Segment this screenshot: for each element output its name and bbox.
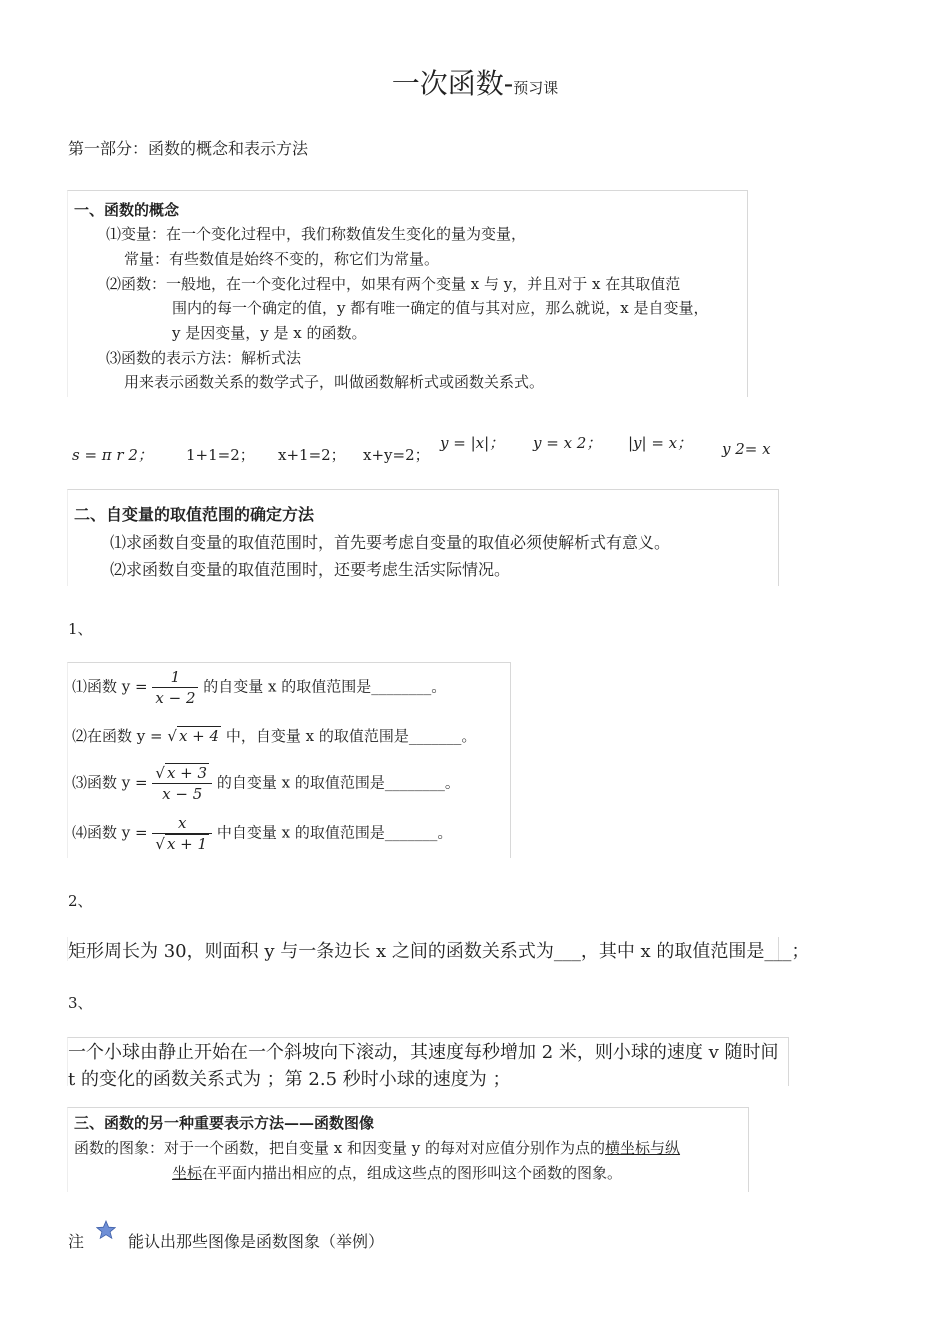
q1b-prefix: ⑵在函数 y = [72,727,163,745]
formula-8: y 2= x [722,440,771,458]
q1d-fraction [152,813,212,854]
question-1c [72,763,460,804]
q1c-prefix: ⑶函数 y = [72,773,148,792]
graph-line-1-underlined: 横坐标与纵 [605,1139,681,1157]
part-heading: 第一部分：函数的概念和表示方法 [68,139,309,158]
graph-heading: 三、函数的另一种重要表示方法——函数图像 [74,1114,375,1132]
q1d-denominator: √ x + 1 [155,835,208,853]
concept-box [67,190,748,397]
q1d-radicand: x + 1 [166,835,208,853]
formula-1: s = π r 2； [72,446,153,464]
q1c-denominator: x − 5 [162,785,203,803]
title-sub: 预习课 [513,79,559,97]
q1d-suffix: 中自变量 x 的取值范围是_______。 [216,823,453,842]
q1a-fraction [152,667,198,708]
page-title [0,62,950,102]
question-3-box [67,1037,789,1090]
question-3-line-1: 一个小球由静止开始在一个斜坡向下滚动，其速度每秒增加 2 米，则小球的速度 v 随时间 [68,1042,779,1063]
q1c-numerator: √ x + 3 [152,763,212,784]
title-main: 一次函数- [391,67,514,100]
q1a-suffix: 的自变量 x 的取值范围是________。 [203,677,447,696]
question-2-number: 2、 [68,892,93,910]
q1b-radicand: x + 4 [178,727,220,745]
graph-line-2-underlined: 坐标 [172,1164,203,1182]
question-2-text: 矩形周长为 30，则面积 y 与一条边长 x 之间的函数关系式为___，其中 x 的取值范围是___； [68,941,810,962]
question-1-number: 1、 [68,620,93,638]
note-label: 注 [68,1232,85,1251]
formula-4: x+y=2； [363,446,430,464]
question-1-box [67,662,511,858]
q1a-numerator: 1 [152,667,198,688]
question-3-number: 3、 [68,994,93,1012]
concept-line-2: 常量：有些数值是始终不变的，称它们为常量。 [124,250,440,268]
question-1a [72,667,446,708]
q1b-sqrt: √ x + 4 [167,727,220,745]
q1d-numerator: x [152,813,212,834]
concept-line-4: 围内的每一个确定的值，y 都有唯一确定的值与其对应，那么就说，x 是自变量， [172,299,709,317]
domain-heading: 二、自变量的取值范围的确定方法 [74,505,315,524]
concept-heading: 一、函数的概念 [74,201,180,219]
concept-line-7: 用来表示函数关系的数学式子，叫做函数解析式或函数关系式。 [124,373,545,391]
graph-line-2 [172,1162,622,1183]
formula-6: y = x 2； [533,434,602,452]
q1d-prefix: ⑷函数 y = [72,823,148,842]
domain-line-1: ⑴求函数自变量的取值范围时，首先要考虑自变量的取值必须使解析式有意义。 [110,533,671,552]
formula-7: |y| = x； [628,434,693,452]
graph-line-1-text: 函数的图象：对于一个函数，把自变量 x 和因变量 y 的每对对应值分别作为点的 [74,1139,606,1157]
question-1d [72,813,452,854]
concept-line-5: y 是因变量，y 是 x 的函数。 [172,324,367,342]
star-icon [96,1220,116,1240]
q1a-denominator: x − 2 [155,689,196,707]
graph-line-2-text: 在平面内描出相应的点，组成这些点的图形叫这个函数的图象。 [202,1164,623,1182]
formula-5: y = |x|； [440,434,505,452]
concept-line-6: ⑶函数的表示方法：解析式法 [106,349,302,367]
q1c-suffix: 的自变量 x 的取值范围是________。 [216,773,460,792]
question-2-box [67,937,810,962]
q1c-fraction [152,763,212,804]
graph-box [67,1107,749,1192]
q1b-suffix: 中，自变量 x 的取值范围是_______。 [225,727,477,745]
formula-2: 1+1=2； [186,446,255,464]
concept-line-1: ⑴变量：在一个变化过程中，我们称数值发生变化的量为变量， [106,225,527,243]
note-text: 能认出那些图像是函数图象（举例） [128,1232,385,1251]
question-1b [72,725,476,746]
q1c-radicand: x + 3 [166,764,208,782]
question-3-line-2: t 的变化的函数关系式为 ；第 2.5 秒时小球的速度为 ； [68,1069,511,1090]
q1a-prefix: ⑴函数 y = [72,677,148,696]
domain-line-2: ⑵求函数自变量的取值范围时，还要考虑生活实际情况。 [110,560,511,579]
formula-3: x+1=2； [278,446,346,464]
concept-line-3: ⑵函数：一般地，在一个变化过程中，如果有两个变量 x 与 y，并且对于 x 在其取值范 [106,275,681,293]
graph-line-1 [74,1137,680,1158]
domain-method-box [67,489,779,586]
